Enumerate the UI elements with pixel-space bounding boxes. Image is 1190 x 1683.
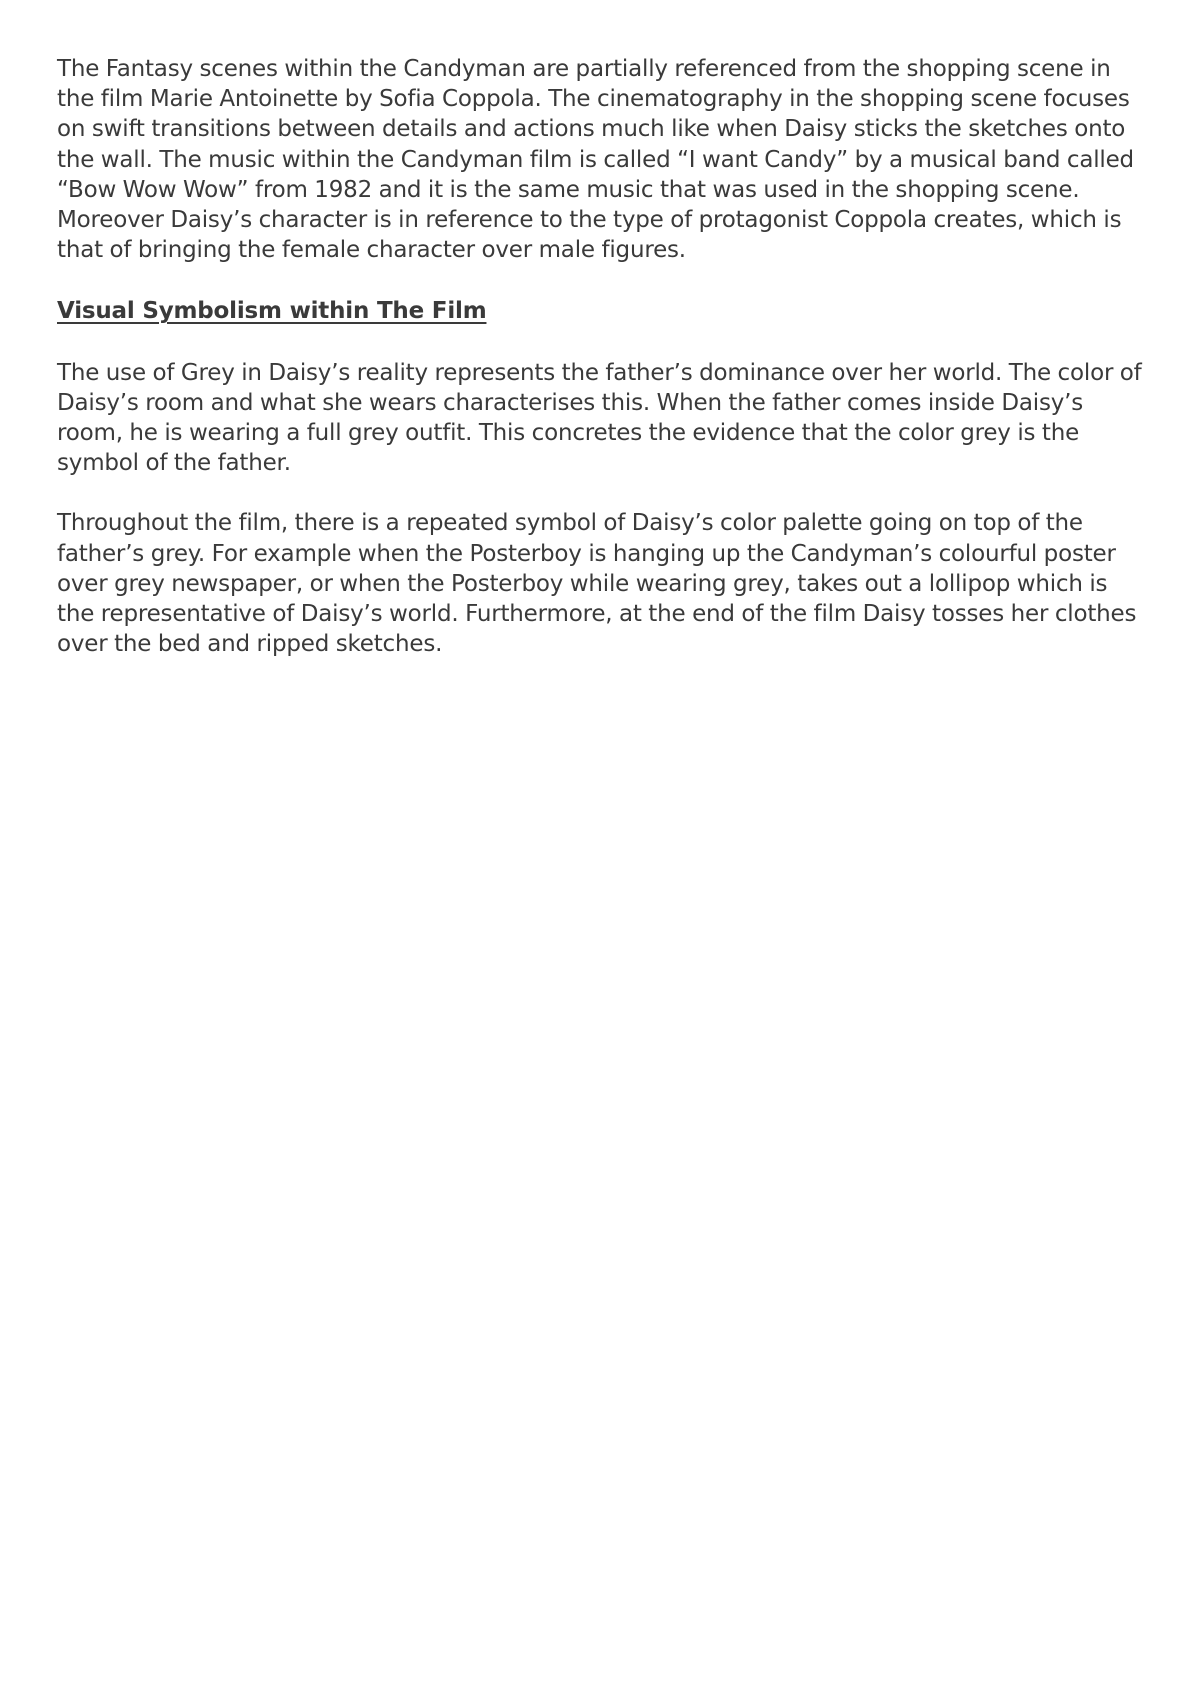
paragraph-color-palette: Throughout the film, there is a repeated symbol of Daisy’s color palette going on top of the father’s grey. For example when the Posterboy is hanging up the Candyman’s colourful poster over grey newspaper, or when the Posterboy while wearing grey, takes out a lollipop which is the representative of Daisy’s world. Furthermore, at the end of the film Daisy tosses her clothes over the bed and ripped sketches. xyxy=(57,510,1137,658)
paragraph-fantasy-scenes: The Fantasy scenes within the Candyman are partially referenced from the shopping scene in the film Marie Antoinette by Sofia Coppola. The cinematography in the shopping scene focuses on swift transitions between details and actions much like when Daisy sticks the sketches onto the wall. The music within the Candyman film is called “I want Candy” by a musical band called “Bow Wow Wow” from 1982 and it is the same music that was used in the shopping scene. Moreover Daisy’s character is in reference to the type of protagonist Coppola creates, which is that of bringing the female character over male figures. xyxy=(57,56,1134,264)
paragraph-grey-symbolism: The use of Grey in Daisy’s reality represents the father’s dominance over her world. The color of Daisy’s room and what she wears characterises this. When the father comes inside Daisy’s room, he is wearing a full grey outfit. This concretes the evidence that the color grey is the symbol of the father. xyxy=(57,359,1142,477)
section-heading: Visual Symbolism within The Film xyxy=(57,298,487,325)
document-body xyxy=(57,54,1145,659)
